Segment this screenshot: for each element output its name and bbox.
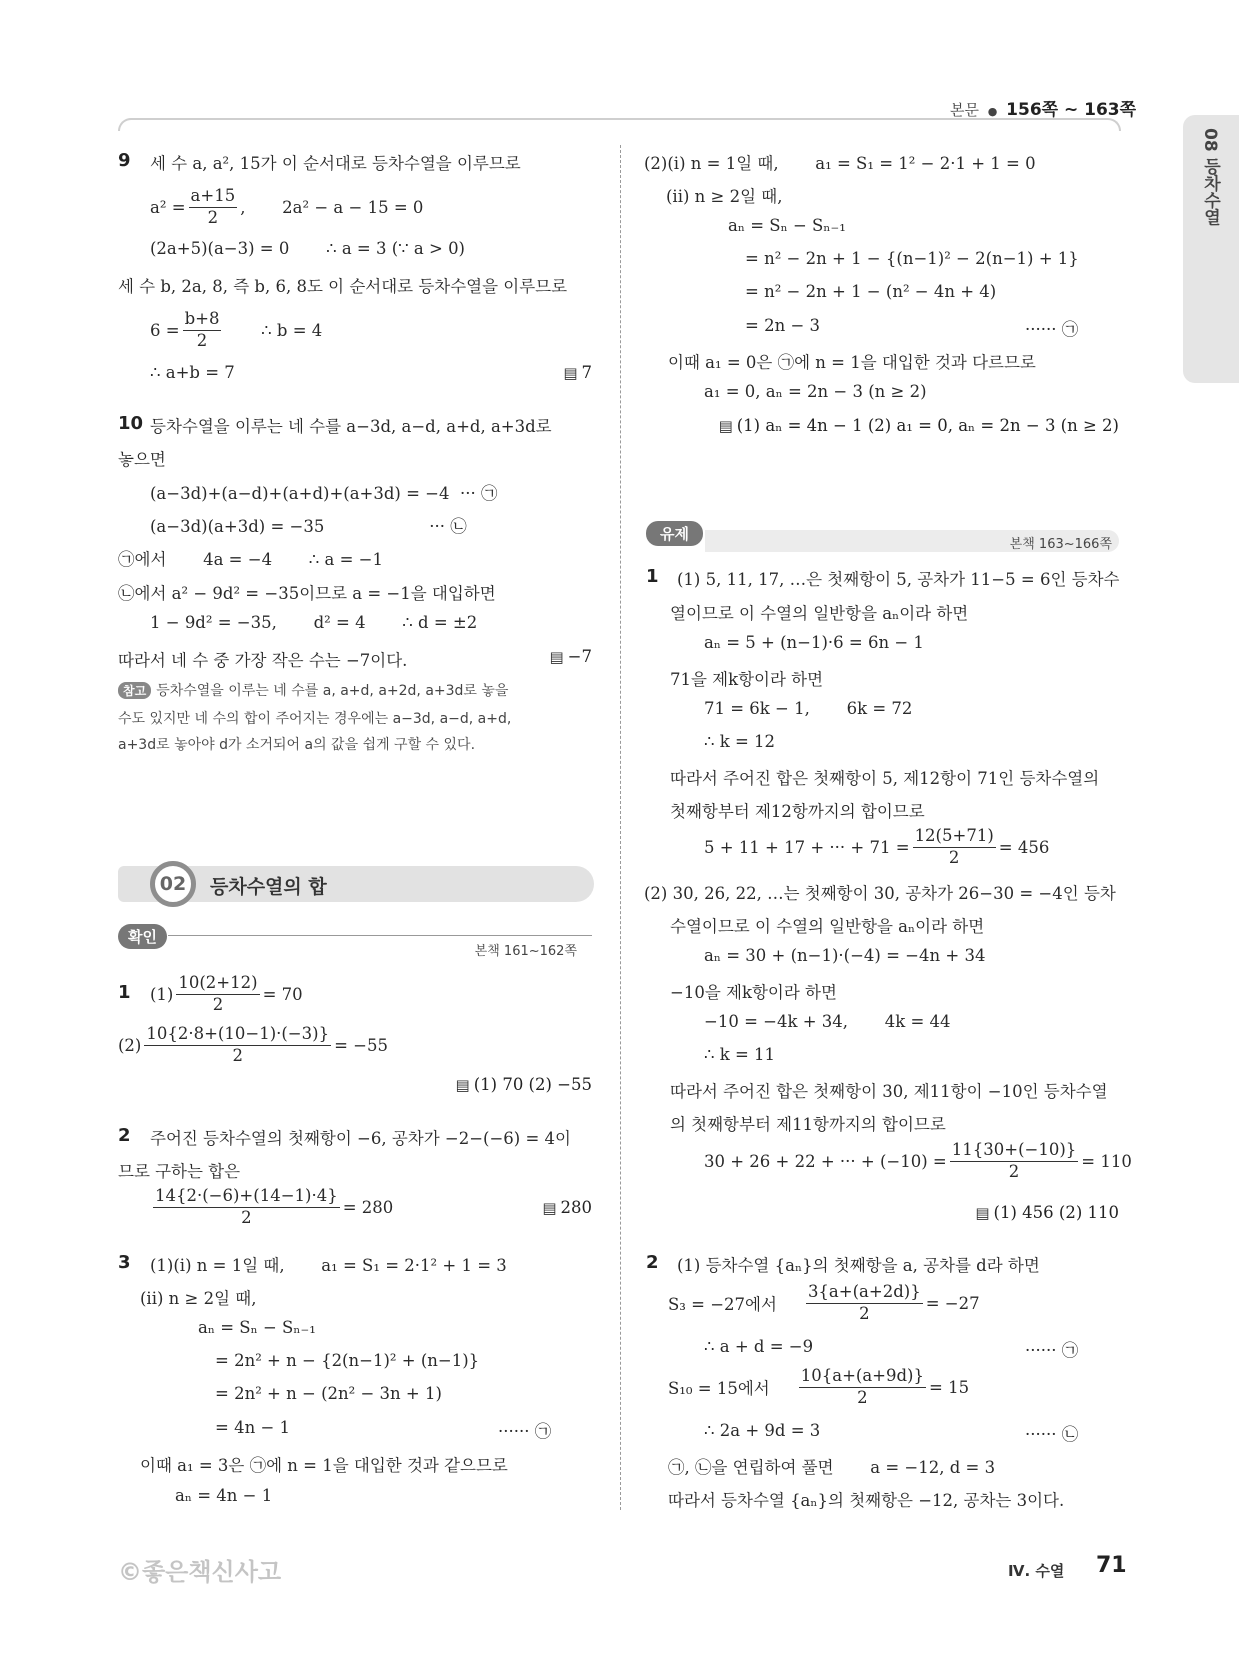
text-line: 이때 a₁ = 0은 ㉠에 n = 1을 대입한 것과 다르므로 <box>668 353 1036 372</box>
text-line: −10 = −4k + 34, 4k = 44 <box>704 1012 951 1031</box>
text-line: ∴ 2a + 9d = 3 <box>704 1421 821 1440</box>
text-line: aₙ = 30 + (n−1)·(−4) = −4n + 34 <box>704 946 986 965</box>
text-line: 세 수 b, 2a, 8, 즉 b, 6, 8도 이 순서대로 등차수열을 이루므로 <box>118 277 568 296</box>
text-line: aₙ = Sₙ − Sₙ₋₁ <box>198 1318 316 1337</box>
numerator: 10{a+(a+9d)} <box>799 1366 926 1388</box>
text-line: 등차수열을 이루는 네 수를 a−3d, a−d, a+d, a+3d로 <box>150 417 552 436</box>
denominator: 2 <box>1008 1161 1020 1181</box>
sub-rule <box>168 935 592 936</box>
fraction <box>806 1282 923 1324</box>
numerator: 11{30+(−10)} <box>950 1140 1079 1162</box>
text-line: = 2n² + n − {2(n−1)² + (n−1)} <box>215 1351 480 1370</box>
section-number: 02 <box>150 861 196 907</box>
text-line: 놓으면 <box>118 450 166 469</box>
chapter-title: 08 등차수열 <box>1200 128 1220 226</box>
numerator: b+8 <box>183 309 222 331</box>
numerator: 12(5+71) <box>913 826 996 848</box>
text-line: ∴ k = 12 <box>704 732 776 751</box>
equation <box>704 826 1049 868</box>
text-line: 따라서 주어진 합은 첫째항이 30, 제11항이 −10인 등차수열 <box>670 1082 1108 1101</box>
denominator: 2 <box>857 1387 868 1407</box>
problem-number: 9 <box>118 150 131 171</box>
text-line: 따라서 등차수열 {aₙ}의 첫째항은 −12, 공차는 3이다. <box>668 1491 1065 1510</box>
eq-lhs: a² = <box>150 197 186 217</box>
note-line: a+3d로 놓아야 d가 소거되어 a의 값을 쉽게 구할 수 있다. <box>118 737 476 753</box>
fraction <box>144 1024 331 1066</box>
note-text: 등차수열을 이루는 네 수를 a, a+d, a+2d, a+3d로 놓을 <box>156 683 509 699</box>
problem-number: 1 <box>646 566 659 587</box>
note-line <box>118 680 508 700</box>
fraction <box>913 826 996 868</box>
text-line: (1)(i) n = 1일 때, a₁ = S₁ = 2·1² + 1 = 3 <box>150 1256 507 1275</box>
equation-tag: ······ ㉠ <box>1025 1341 1079 1360</box>
text-line: (ii) n ≥ 2일 때, <box>140 1289 257 1308</box>
problem-number: 2 <box>118 1125 131 1146</box>
eq-rhs: = 15 <box>929 1377 970 1397</box>
denominator: 2 <box>212 994 224 1014</box>
eq-lhs: S₃ = −27에서 <box>668 1295 777 1315</box>
equation-tag: ······ ㉡ <box>1025 1425 1079 1444</box>
denominator: 2 <box>948 847 960 867</box>
fraction <box>189 186 238 228</box>
eq-rhs: = 70 <box>262 984 303 1004</box>
text-line: 주어진 등차수열의 첫째항이 −6, 공차가 −2−(−6) = 4이 <box>150 1129 571 1148</box>
numerator: 10{2·8+(10−1)·(−3)} <box>144 1024 331 1046</box>
text-line: aₙ = 4n − 1 <box>175 1486 273 1505</box>
problem-number: 1 <box>118 982 131 1003</box>
text-line: (2)(i) n = 1일 때, a₁ = S₁ = 1² − 2·1 + 1 = 0 <box>644 154 1036 173</box>
text-line: (1) 등차수열 {aₙ}의 첫째항을 a, 공차를 d라 하면 <box>677 1256 1040 1275</box>
answer: ▤ 280 <box>542 1198 592 1217</box>
text-line: 므로 구하는 합은 <box>118 1162 241 1181</box>
text-line: (ii) n ≥ 2일 때, <box>666 187 783 206</box>
text-line: 열이므로 이 수열의 일반항을 aₙ이라 하면 <box>670 604 969 623</box>
example-badge: 유제 <box>646 521 703 546</box>
text-line: ∴ k = 11 <box>704 1045 776 1064</box>
section-title: 등차수열의 합 <box>210 876 327 898</box>
eq-rhs: ∴ b = 4 <box>224 320 323 340</box>
eq-rhs: = −27 <box>925 1293 980 1313</box>
text-line: 71을 제k항이라 하면 <box>670 670 824 689</box>
answer: ▤ (1) aₙ = 4n − 1 (2) a₁ = 0, aₙ = 2n − 3 (n ≥ 2) <box>719 416 1119 435</box>
text-line: ∴ a + d = −9 <box>704 1337 814 1356</box>
numerator: 3{a+(a+2d)} <box>806 1282 923 1304</box>
text-line: a₁ = 0, aₙ = 2n − 3 (n ≥ 2) <box>704 382 927 401</box>
text-line: ㉡에서 a² − 9d² = −35이므로 a = −1을 대입하면 <box>118 584 496 603</box>
answer: ▤ (1) 456 (2) 110 <box>975 1203 1119 1222</box>
reference: 본책 161~162쪽 <box>474 944 577 959</box>
equation <box>118 1024 388 1066</box>
text-line: ㉠, ㉡을 연립하여 풀면 a = −12, d = 3 <box>668 1458 996 1477</box>
fraction <box>799 1366 926 1408</box>
eq-rhs: = −55 <box>334 1035 388 1055</box>
problem-number: 2 <box>646 1252 659 1273</box>
text-line: = 2n² + n − (2n² − 3n + 1) <box>215 1384 442 1403</box>
text-line: 따라서 네 수 중 가장 작은 수는 −7이다. <box>118 651 408 670</box>
eq-rhs: = 110 <box>1081 1151 1132 1171</box>
note-line: 수도 있지만 네 수의 합이 주어지는 경우에는 a−3d, a−d, a+d, <box>118 711 512 727</box>
text-line: = n² − 2n + 1 − {(n−1)² − 2(n−1) + 1} <box>745 249 1079 268</box>
text-line: 1 − 9d² = −35, d² = 4 ∴ d = ±2 <box>150 613 478 632</box>
fraction <box>950 1140 1079 1182</box>
equation <box>704 1140 1132 1182</box>
text-line: (1) 5, 11, 17, …은 첫째항이 5, 공차가 11−5 = 6인 등차수 <box>677 570 1120 589</box>
text-line: = 4n − 1 <box>215 1418 291 1437</box>
text-line: 이때 a₁ = 3은 ㉠에 n = 1을 대입한 것과 같으므로 <box>140 1456 508 1475</box>
answer: ▤ (1) 70 (2) −55 <box>456 1075 592 1094</box>
reference: 본책 163~166쪽 <box>1009 537 1112 552</box>
equation <box>150 309 322 351</box>
header-pages: 156쪽 ~ 163쪽 <box>1006 100 1137 120</box>
unit-label: Ⅳ. 수열 <box>1008 1562 1065 1580</box>
numerator: a+15 <box>189 186 238 208</box>
text-line: 따라서 주어진 합은 첫째항이 5, 제12항이 71인 등차수열의 <box>670 769 1100 788</box>
text-line: aₙ = Sₙ − Sₙ₋₁ <box>728 216 846 235</box>
equation <box>150 1186 393 1228</box>
problem-number: 10 <box>118 413 144 434</box>
eq-rhs: = 456 <box>998 837 1050 857</box>
answer: ▤ −7 <box>549 647 592 666</box>
eq-rhs: , 2a² − a − 15 = 0 <box>240 197 424 217</box>
equation <box>668 1282 980 1324</box>
numerator: 10(2+12) <box>176 973 259 995</box>
text-line: (a−3d)(a+3d) = −35 ··· ㉡ <box>150 517 467 536</box>
header-rule <box>118 118 1121 131</box>
equation-tag: ······ ㉠ <box>498 1422 552 1441</box>
equation-tag: ······ ㉠ <box>1025 320 1079 339</box>
text-line: aₙ = 5 + (n−1)·6 = 6n − 1 <box>704 633 924 652</box>
text-line: 의 첫째항부터 제11항까지의 합이므로 <box>670 1115 946 1134</box>
denominator: 2 <box>241 1207 252 1227</box>
text-line: ㉠에서 4a = −4 ∴ a = −1 <box>118 550 383 569</box>
problem-number: 3 <box>118 1252 131 1273</box>
text-line: 71 = 6k − 1, 6k = 72 <box>704 699 913 718</box>
page-number: 71 <box>1096 1553 1127 1578</box>
header-label: 본문 <box>950 101 979 119</box>
text-line: −10을 제k항이라 하면 <box>670 983 837 1002</box>
note-badge: 참고 <box>118 682 151 699</box>
text-line: 첫째항부터 제12항까지의 합이므로 <box>670 802 925 821</box>
denominator: 2 <box>196 330 208 350</box>
answer: ▤ 7 <box>563 363 592 382</box>
equation <box>668 1366 969 1408</box>
denominator: 2 <box>207 207 219 227</box>
denominator: 2 <box>859 1303 870 1323</box>
eq-label: (1) <box>150 984 174 1004</box>
denominator: 2 <box>232 1045 243 1065</box>
page-range: 본문 ● 156쪽 ~ 163쪽 <box>950 100 1137 120</box>
text-line: = 2n − 3 <box>745 316 821 335</box>
text-line: 세 수 a, a², 15가 이 순서대로 등차수열을 이루므로 <box>150 154 521 173</box>
eq-lhs: S₁₀ = 15에서 <box>668 1379 770 1399</box>
text-line: ∴ a+b = 7 <box>150 363 235 382</box>
equation <box>150 186 423 228</box>
publisher-logo: ©좋은책신사고 <box>118 1558 282 1586</box>
numerator: 14{2·(−6)+(14−1)·4} <box>153 1186 340 1208</box>
fraction <box>153 1186 340 1228</box>
eq-label: (2) <box>118 1035 142 1055</box>
check-badge: 확인 <box>118 924 167 949</box>
text-line: = n² − 2n + 1 − (n² − 4n + 4) <box>745 282 997 301</box>
eq-lhs: 6 = <box>150 320 180 340</box>
fraction <box>183 309 222 351</box>
eq-lhs: 30 + 26 + 22 + ··· + (−10) = <box>704 1151 947 1171</box>
eq-rhs: = 280 <box>342 1197 394 1217</box>
eq-lhs: 5 + 11 + 17 + ··· + 71 = <box>704 837 910 857</box>
text-line: (2) 30, 26, 22, …는 첫째항이 30, 공차가 26−30 = −4인 등차 <box>644 884 1116 903</box>
text-line: (2a+5)(a−3) = 0 ∴ a = 3 (∵ a > 0) <box>150 239 465 258</box>
column-divider <box>620 145 621 1510</box>
text-line: 수열이므로 이 수열의 일반항을 aₙ이라 하면 <box>670 917 985 936</box>
text-line: (a−3d)+(a−d)+(a+d)+(a+3d) = −4 ··· ㉠ <box>150 484 498 503</box>
equation <box>150 973 303 1015</box>
fraction <box>176 973 259 1015</box>
